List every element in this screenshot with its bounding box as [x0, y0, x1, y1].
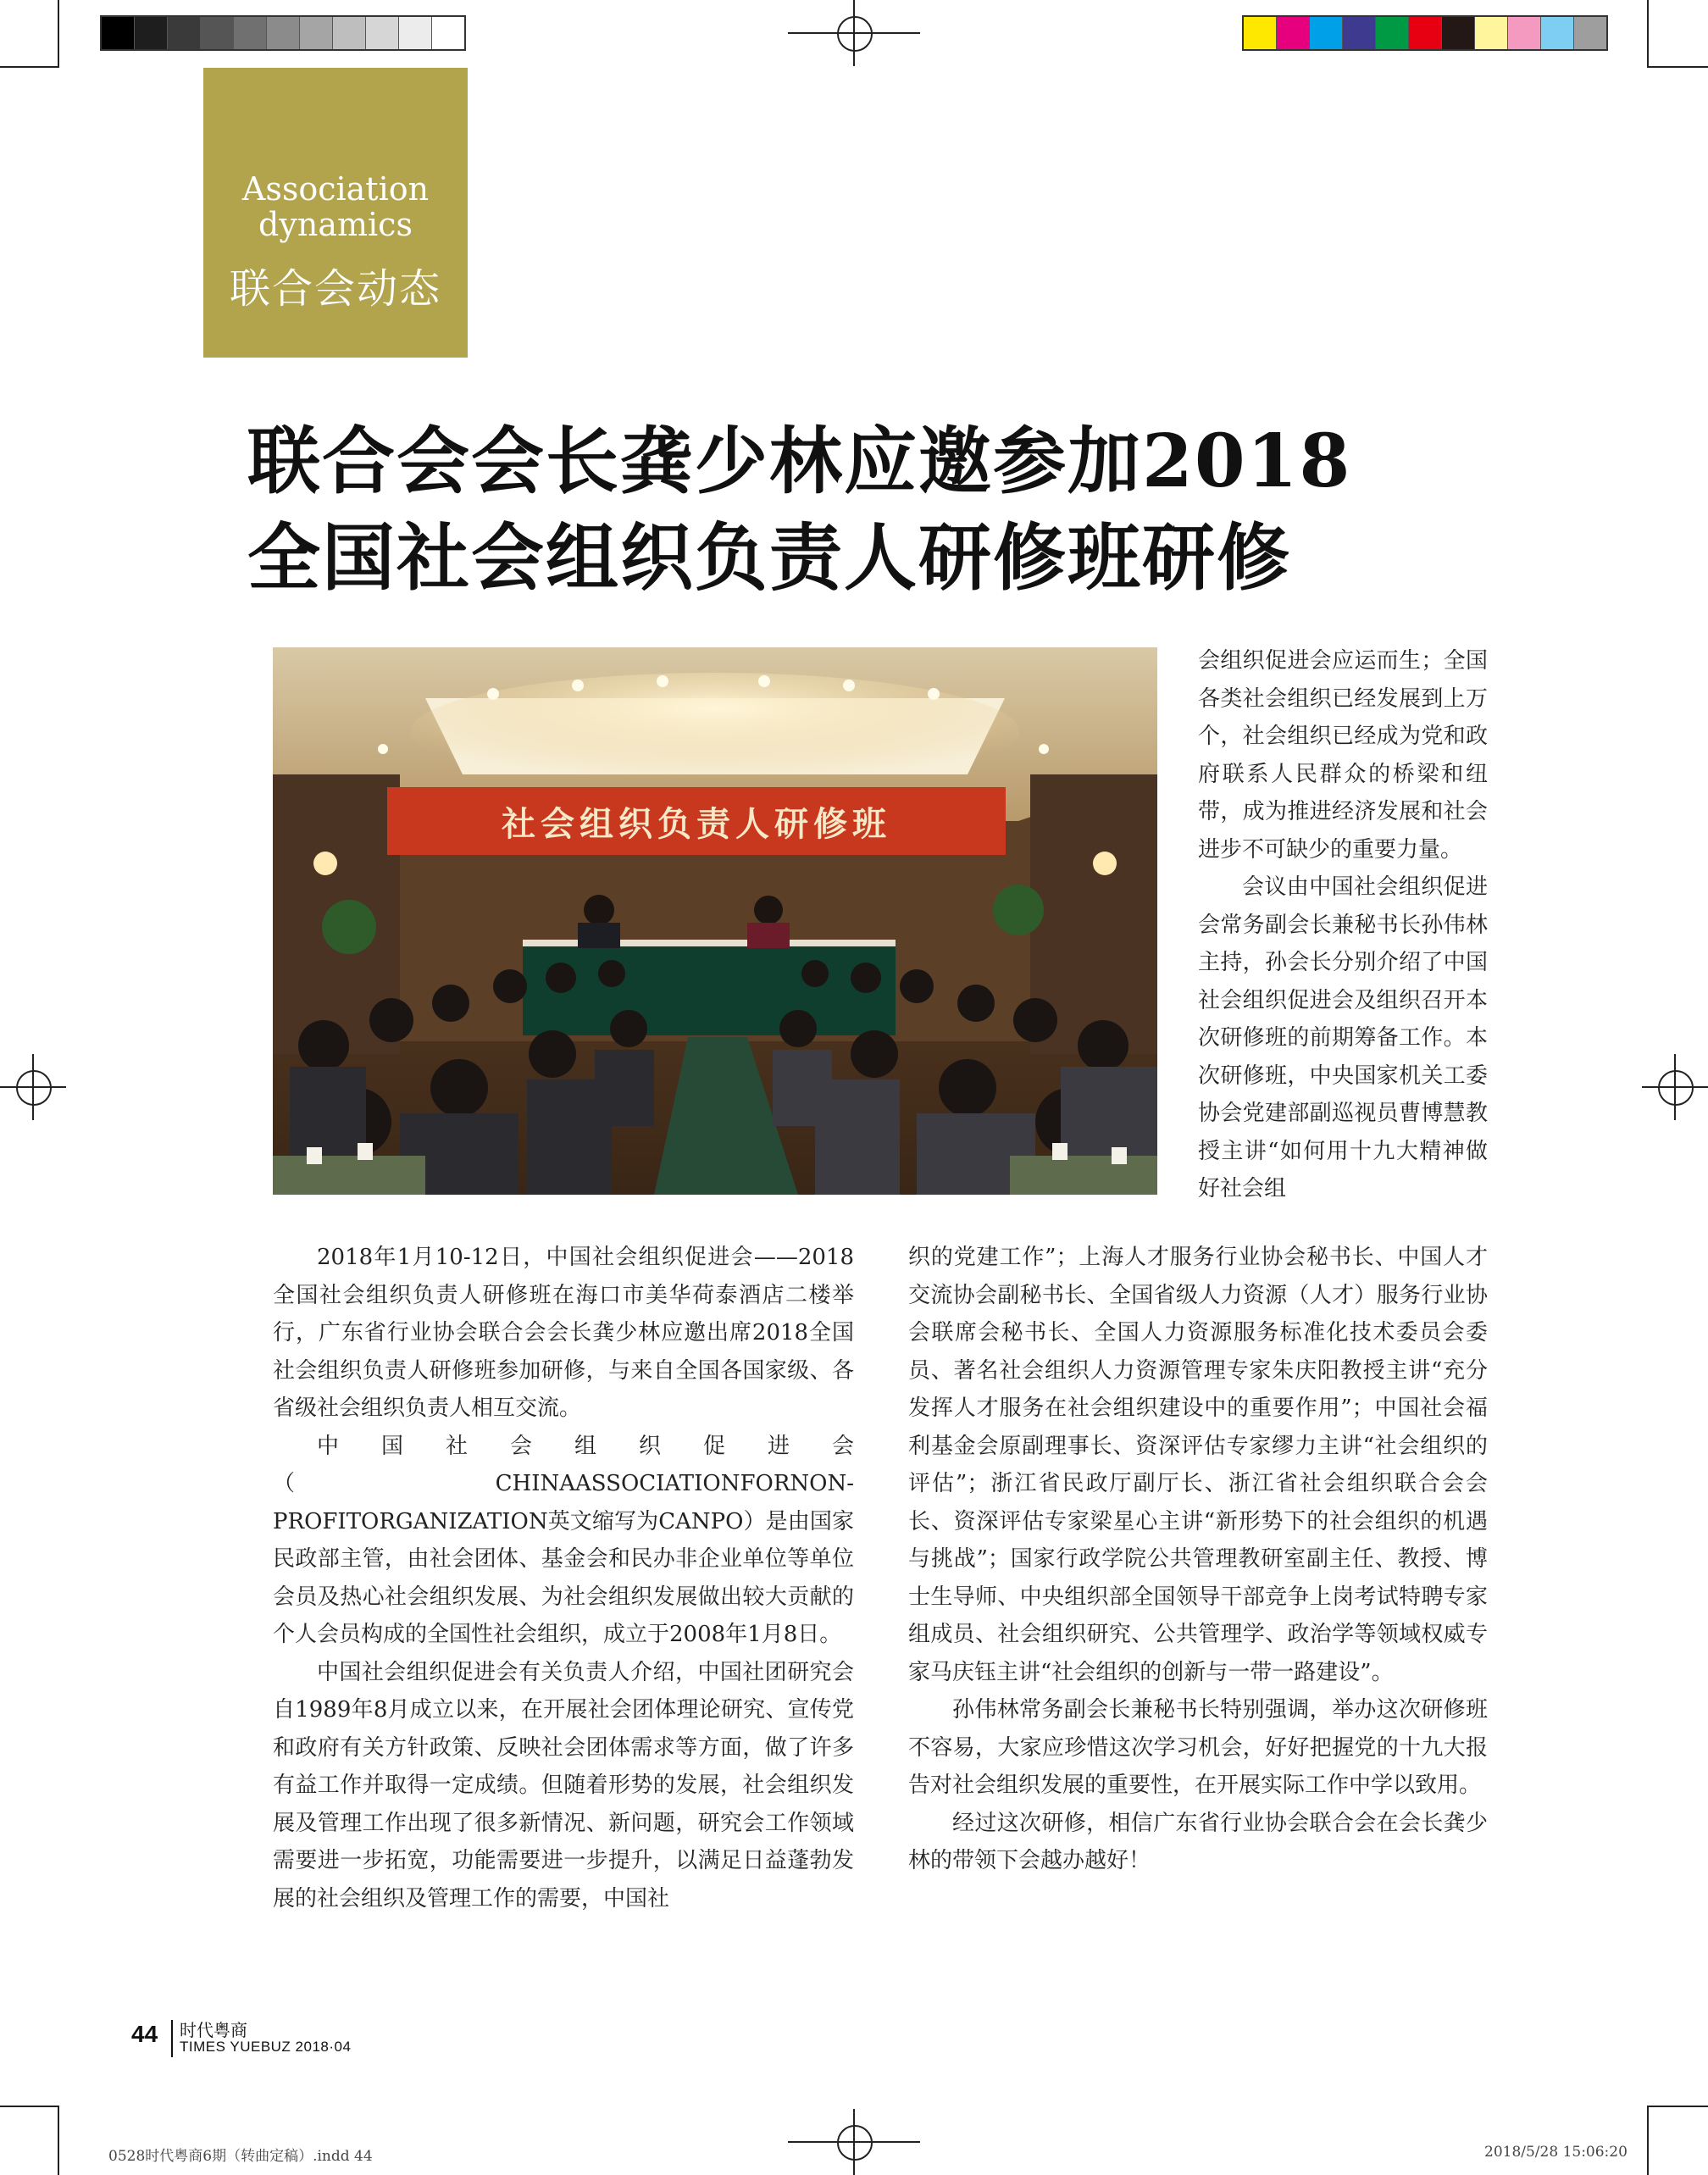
- paragraph: 孙伟林常务副会长兼秘书长特别强调，举办这次研修班不容易，大家应珍惜这次学习机会，好好把握党的十九大报告对社会组织发展的重要性，在开展实际工作中学以致用。: [908, 1697, 1488, 1798]
- conference-photo: [273, 647, 1157, 1195]
- section-tag-cn: 联合会动态: [229, 265, 441, 313]
- registration-mark-bottom: [788, 2109, 920, 2175]
- paragraph: 会组织促进会应运而生；全国各类社会组织已经发展到上万个，社会组织已经成为党和政府联系人民群众的桥梁和纽带，成为推进经济发展和社会进步不可缺少的重要力量。: [1198, 648, 1488, 863]
- paragraph: 织的党建工作”；上海人才服务行业协会秘书长、中国人才交流协会副秘书长、全国省级人力资源（人才）服务行业协会联席会秘书长、全国人力资源服务标准化技术委员会委员、著名社会组织人力资源管理专家朱庆阳教授主讲“充分发挥人才服务在社会组织建设中的重要作用”；中国社会福利基金会原副理事长、资深评估专家缪力主讲“社会组织的评估”；浙江省民政厅副厅长、浙江省社会组织联合会会长、资深评估专家梁星心主讲“新形势下的社会组织的机遇与挑战”；国家行政学院公共管理教研室副主任、教授、博士生导师、中央组织部全国领导干部竞争上岗考试特聘专家组成员、社会组织研究、公共管理学、政治学等领域权威专家马庆钰主讲“社会组织的创新与一带一路建设”。: [908, 1245, 1488, 1685]
- registration-mark-left: [0, 1054, 66, 1120]
- slug-filename: 0528时代粤商6期（转曲定稿）.indd 44: [108, 2148, 373, 2165]
- paragraph: 会议由中国社会组织促进会常务副会长兼秘书长孙伟林主持，孙会长分别介绍了中国社会组织促进会及组织召开本次研修班的前期筹备工作。本次研修班，中央国家机关工委协会党建部副巡视员曹博慧教授主讲“如何用十九大精神做好社会组: [1198, 874, 1488, 1201]
- title-line-2: 全国社会组织负责人研修班研修: [247, 515, 1291, 601]
- registration-mark-right: [1642, 1054, 1708, 1120]
- process-color-bar: [1242, 15, 1608, 51]
- article-title: [247, 413, 1484, 607]
- paragraph: 经过这次研修，相信广东省行业协会联合会在会长龚少林的带领下会越办越好！: [908, 1810, 1488, 1873]
- article-column-right-bottom: [908, 1239, 1488, 1880]
- footer-divider: [171, 2020, 173, 2057]
- paragraph: 2018年1月10-12日，中国社会组织促进会——2018全国社会组织负责人研修班在海口市美华荷泰酒店二楼举行，广东省行业协会联合会会长龚少林应邀出席2018全国社会组织负责人研修班参加研修，与来自全国各国家级、各省级社会组织负责人相互交流。: [273, 1245, 854, 1421]
- grayscale-color-bar: [100, 15, 466, 51]
- title-line-1: 联合会会长龚少林应邀参加2018: [247, 419, 1352, 504]
- paragraph: 中国社会组织促进会（CHINAASSOCIATIONFORNON-PROFITORGANIZATION英文缩写为CANPO）是由国家民政部主管，由社会团体、基金会和民办非企业单位等单位会员及热心社会组织发展、为社会组织发展做出较大贡献的个人会员构成的全国性社会组织，成立于2008年1月8日。: [273, 1433, 854, 1647]
- magazine-name-en: TIMES YUEBUZ 2018·04: [180, 2039, 352, 2055]
- section-tag-en: Association dynamics: [241, 170, 430, 243]
- registration-mark-top: [788, 0, 920, 66]
- magazine-name-cn: 时代粤商: [180, 2020, 247, 2040]
- article-column-left: [273, 1239, 854, 1917]
- page-number: 44: [131, 2021, 158, 2047]
- section-tag: [203, 68, 468, 358]
- article-column-right-top: [1198, 642, 1488, 1208]
- photo-banner-text: 社会组织负责人研修班: [502, 805, 891, 844]
- slug-datetime: 2018/5/28 15:06:20: [1484, 2144, 1628, 2161]
- paragraph: 中国社会组织促进会有关负责人介绍，中国社团研究会自1989年8月成立以来，在开展社会团体理论研究、宣传党和政府有关方针政策、反映社会团体需求等方面，做了许多有益工作并取得一定成绩。但随着形势的发展，社会组织发展及管理工作出现了很多新情况、新问题，研究会工作领域需要进一步拓宽，功能需要进一步提升，以满足日益蓬勃发展的社会组织及管理工作的需要，中国社: [273, 1659, 854, 1911]
